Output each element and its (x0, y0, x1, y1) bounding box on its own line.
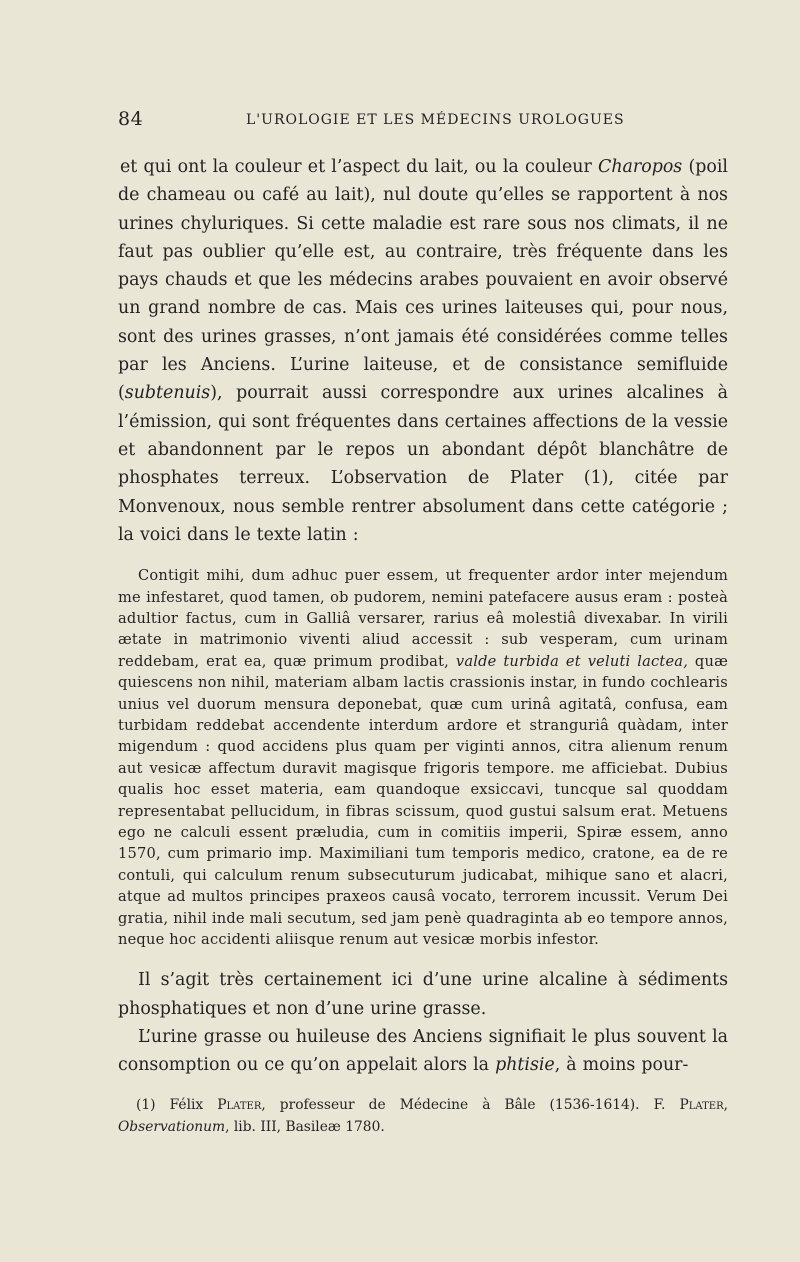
text-run: Contigit mihi, dum adhuc puer essem, ut frequenter ardor inter mejendum me infestaret, quod tamen, ob pudorem, nemini patefacere ausus eram : posteà adultior factus, cum in Galliâ versarer, rarius eâ molestiâ divexabar. In virili ætate in matrimonio viventi aliud accessit : sub vesperam, cum urinam reddebam, erat ea, quæ primum prodibat, (118, 567, 728, 670)
page-number: 84 (118, 108, 144, 130)
text-run: (poil de chameau ou café au lait), nul doute qu’elles se rapportent à nos urines chyluriques. Si cette maladie est rare sous nos climats, il ne faut pas oublier qu’elle est, au contraire, très fréquente dans les pays chauds et que les médecins arabes pouvaient en avoir observé un grand nombre de cas. Mais ces urines laiteuses qui, pour nous, sont des urines grasses, n’ont jamais été considérées comme telles par les Anciens. L’urine laiteuse, et de consistance semifluide ( (118, 157, 728, 404)
text-run: Il s’agit très certainement ici d’une urine alcaline à sédiments phosphatiques et non d’une urine grasse. (118, 970, 728, 1019)
text-run: quæ quiescens non nihil, materiam albam lactis crassionis instar, in fundo cochlearis unius vel duorum mensura deponebat, quæ cum urinâ agitatâ, confusa, eam turbidam reddebat accendente interdum ardore et stranguriâ quàdam, inter migendum : quod accidens plus quam per viginti annos, citra alienum renum aut vesicæ affectum duravit magisque frigoris tempore. me afficiebat. Dubius qualis hoc esset materia, eam quandoque exsiccavi, tuncque sal quoddam representabat pellucidum, in fibras scissum, quod gustui salsum erat. Metuens ego ne calculi essent præludia, cum in comitiis imperii, Spiræ essem, anno 1570, cum primario imp. Maximiliani tum temporis medico, cratone, ea de re contuli, qui calculum renum subsecuturum judicabat, mihique sano et alacri, atque ad multos principes praxeos causâ vocato, terrorem incussit. Verum Dei gratia, nihil inde mali secutum, sed jam penè quadraginta ab eo tempore annos, neque hoc accidenti aliisque renum aut vesicæ morbis infestor. (118, 652, 728, 949)
running-title: L'UROLOGIE ET LES MÉDECINS UROLOGUES (246, 112, 625, 128)
paragraph-oily-urine (118, 1023, 728, 1080)
text-run: , lib. III, Basileæ 1780. (225, 1119, 385, 1135)
author-name: Plater (217, 1097, 262, 1113)
text-run: ), pourrait aussi correspondre aux urines alcalines à l’émission, qui sont fréquentes dans certaines affections de la vessie et abandonnent par le repos un abondant dépôt blanchâtre de phosphates terreux. L’observation de Plater (1), citée par Monvenoux, nous semble rentrer absolument dans cette catégorie ; la voici dans le texte latin : (118, 383, 728, 545)
page-header (118, 108, 728, 138)
text-run: , professeur de Médecine à Bâle (1536-1614). F. (261, 1097, 680, 1113)
text-run: et qui ont la couleur et l’aspect du lait, ou la couleur (120, 157, 599, 177)
footnote (118, 1094, 728, 1138)
italic-text: Observationum (118, 1119, 226, 1135)
italic-text: phtisie (495, 1055, 555, 1076)
author-name: Plater (679, 1097, 724, 1113)
text-run: L’urine grasse ou huileuse des Anciens signifiait le plus souvent la consomption ou ce qu’on appelait alors la (118, 1027, 728, 1076)
text-run: , (723, 1097, 728, 1113)
text-run: (1) Félix (136, 1097, 218, 1113)
italic-text: subtenuis (124, 383, 211, 404)
paragraph-intro (118, 153, 728, 549)
main-text (118, 153, 728, 1080)
italic-text: Charopos (598, 157, 683, 177)
italic-text: valde turbida et veluti lactea, (455, 652, 689, 670)
paragraph-conclusion (118, 966, 728, 1023)
latin-quotation (118, 565, 728, 950)
text-run: , à moins pour- (554, 1055, 689, 1076)
